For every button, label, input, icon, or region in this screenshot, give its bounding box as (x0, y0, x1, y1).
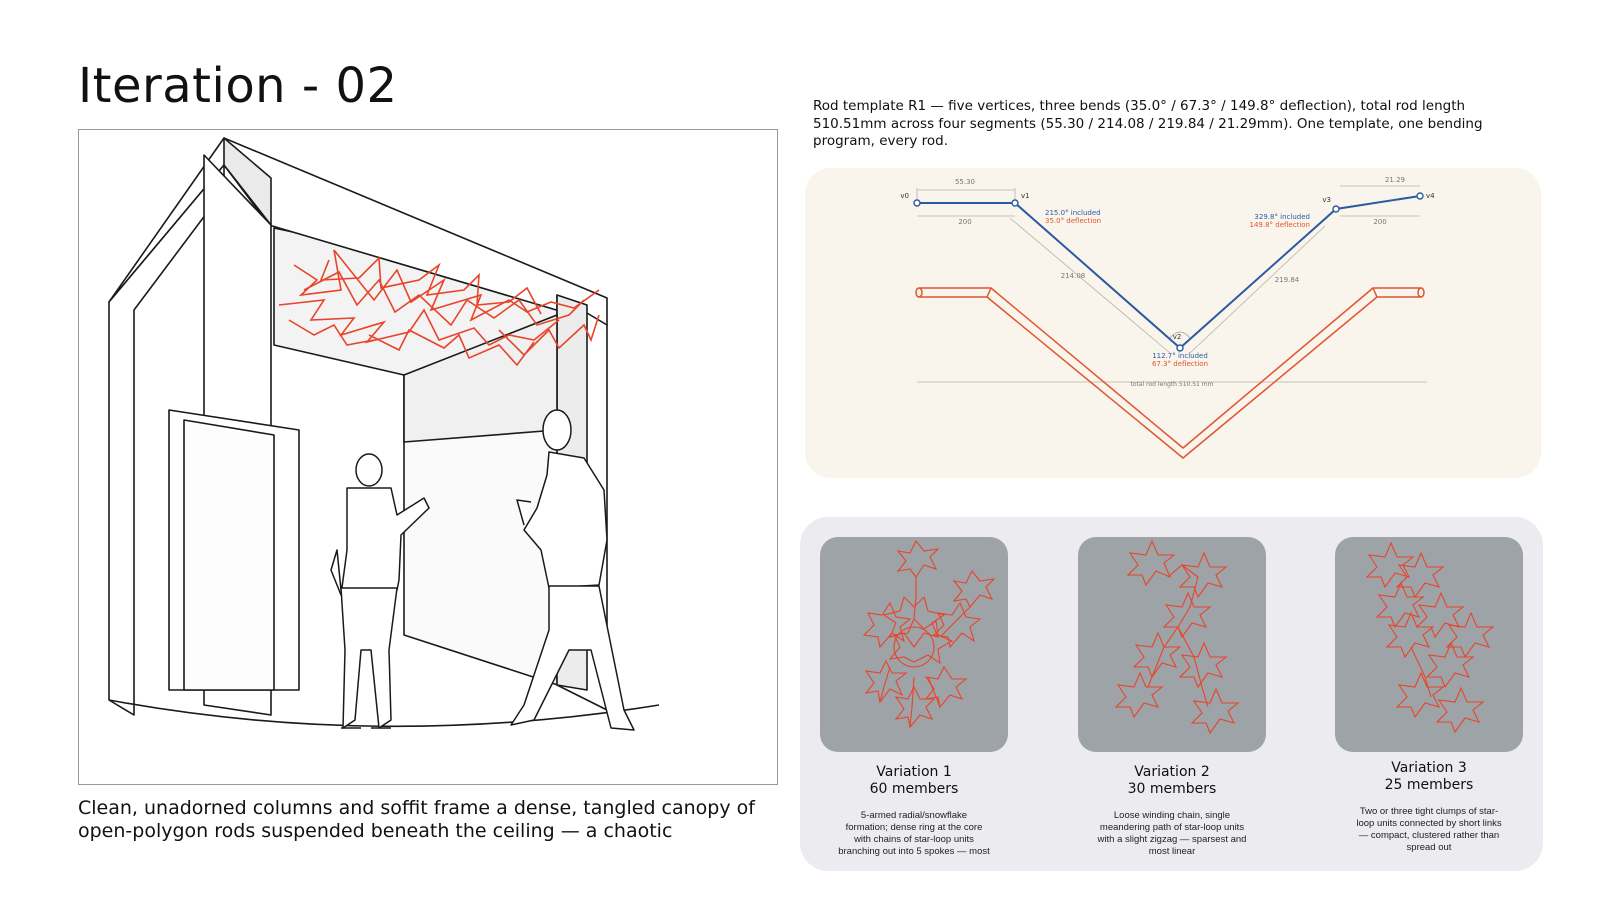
label-v1: v1 (1021, 192, 1030, 200)
label-sub-1: 200 (958, 218, 972, 226)
bend-v2-deflection: 67.3° deflection (1151, 360, 1209, 368)
variation-2-title: Variation 2 30 members (1127, 764, 1217, 797)
rod-3d-render (916, 288, 1424, 458)
bend-v1-included: 215.0° included (1045, 209, 1101, 217)
variation-3-graphic (1335, 537, 1523, 752)
page-title: Iteration - 02 (78, 58, 398, 114)
variation-3-description: Two or three tight clumps of star- loop units connected by short links — compact, clustered rather than spread out (1356, 806, 1502, 853)
bend-v1-deflection: 35.0° deflection (1045, 217, 1102, 225)
label-seg-2: 214.08 (1060, 272, 1086, 280)
rod-template-panel (805, 168, 1541, 478)
vertex-v3 (1333, 206, 1339, 212)
label-v2: v2 (1172, 333, 1182, 341)
pavilion-illustration (79, 130, 778, 785)
label-seg-4: 21.29 (1384, 176, 1406, 184)
label-v3: v3 (1322, 196, 1331, 204)
label-seg-3: 219.84 (1274, 276, 1300, 284)
vertex-v1 (1012, 200, 1018, 206)
label-sub-2: 200 (1373, 218, 1387, 226)
bend-v3-included: 329.8° included (1254, 213, 1310, 221)
variation-3-title: Variation 3 25 members (1384, 760, 1474, 793)
rod-template-description: Rod template R1 — five vertices, three bends (35.0° / 67.3° / 149.8° deflection), total rod length 510.51mm across four segments (55.30 / 214.08 / 219.84 / 21.29mm). One template, one bending program, every rod. (813, 98, 1483, 149)
rod-centerline (917, 196, 1420, 348)
vertex-v4 (1417, 193, 1423, 199)
variation-2-graphic (1078, 537, 1266, 752)
variation-2-description: Loose winding chain, single meandering path of star-loop units with a slight zigzag — sparsest and most linear (1097, 810, 1247, 857)
rod-template-diagram (805, 168, 1541, 478)
variation-1-title: Variation 1 60 members (869, 764, 959, 797)
variation-1-description: 5-armed radial/snowflake formation; dense ring at the core with chains of star-loop units branching out into 5 spokes — most (838, 810, 990, 857)
vertex-v2 (1177, 345, 1183, 351)
variations-panel (800, 517, 1543, 871)
bend-v2-included: 112.7° included (1152, 352, 1208, 360)
sketch-caption: Clean, unadorned columns and soffit frame a dense, tangled canopy of open-polygon rods suspended beneath the ceiling — a chaotic (78, 797, 755, 842)
label-v4: v4 (1426, 192, 1435, 200)
variation-1-tile (820, 537, 1008, 752)
label-v0: v0 (900, 192, 909, 200)
variation-card-3 (1335, 537, 1523, 854)
label-total-length: total rod length 510.51 mm (1130, 381, 1214, 388)
pavilion-sketch (78, 129, 778, 785)
vertex-v0 (914, 200, 920, 206)
label-seg-1: 55.30 (954, 178, 976, 186)
variation-2-tile (1078, 537, 1266, 752)
variation-card-1 (820, 537, 1008, 858)
variation-3-tile (1335, 537, 1523, 752)
variation-card-2 (1078, 537, 1266, 858)
variation-1-graphic (820, 537, 1008, 752)
bend-v3-deflection: 149.8° deflection (1249, 221, 1310, 229)
